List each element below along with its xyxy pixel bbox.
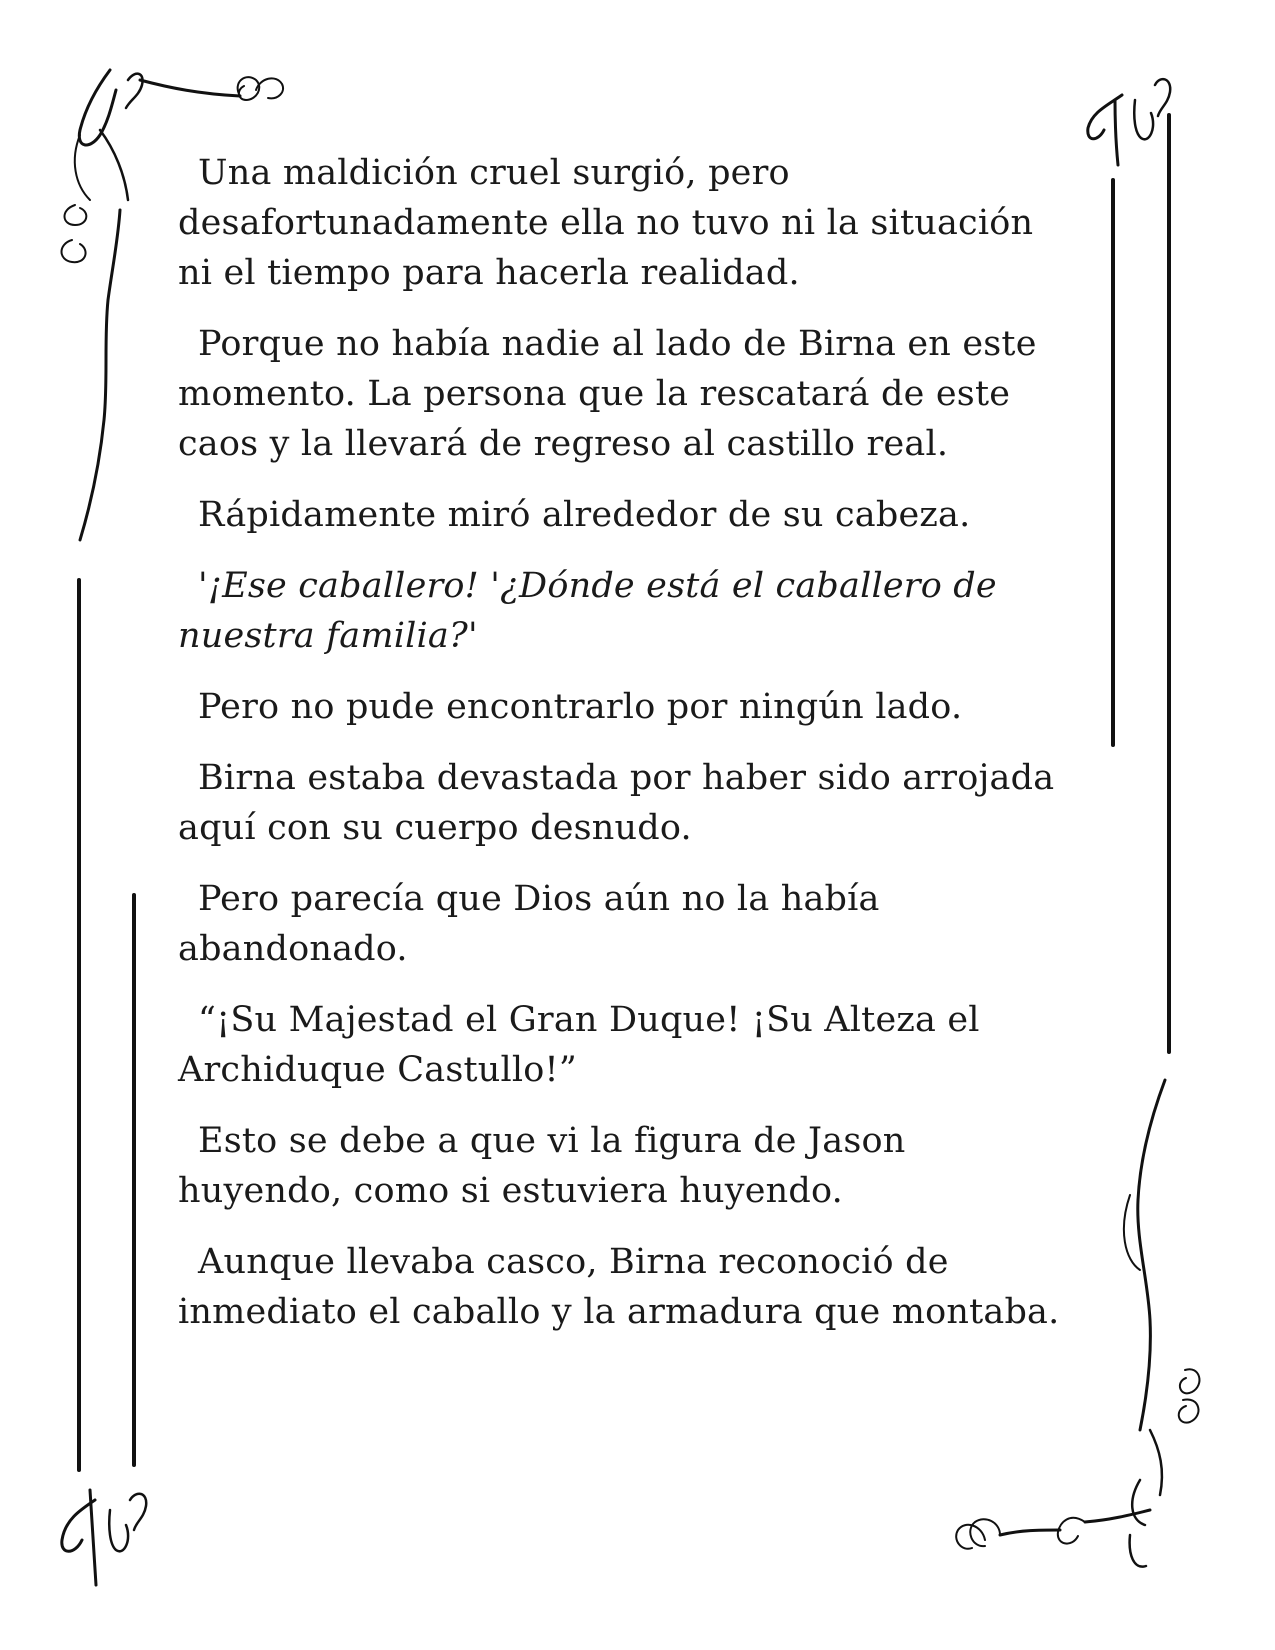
paragraph-dialogue: “¡Su Majestad el Gran Duque! ¡Su Alteza el Archiduque Castullo!” <box>178 1000 980 1090</box>
paragraph: Una maldición cruel surgió, pero desafortunadamente ella no tuvo ni la situación ni el tiempo para hacerla realidad. <box>178 153 1034 293</box>
paragraph: Rápidamente miró alrededor de su cabeza. <box>198 495 971 535</box>
paragraph: Birna estaba devastada por haber sido arrojada aquí con su cuerpo desnudo. <box>178 758 1055 848</box>
paragraph: Esto se debe a que vi la figura de Jason huyendo, como si estuviera huyendo. <box>178 1121 906 1211</box>
top-right-flourish-icon <box>1088 79 1170 165</box>
paragraph: Porque no había nadie al lado de Birna en este momento. La persona que la rescatará de este caos y la llevará de regreso al castillo real. <box>178 324 1037 464</box>
paragraph-inner-thought: '¡Ese caballero! '¿Dónde está el caballero de nuestra familia?' <box>178 566 997 656</box>
bottom-left-flourish-icon <box>62 1490 146 1585</box>
paragraph: Pero parecía que Dios aún no la había abandonado. <box>178 879 880 969</box>
story-text <box>178 148 1078 1358</box>
paragraph: Pero no pude encontrarlo por ningún lado. <box>198 687 963 727</box>
paragraph: Aunque llevaba casco, Birna reconoció de inmediato el caballo y la armadura que montaba. <box>178 1242 1060 1332</box>
